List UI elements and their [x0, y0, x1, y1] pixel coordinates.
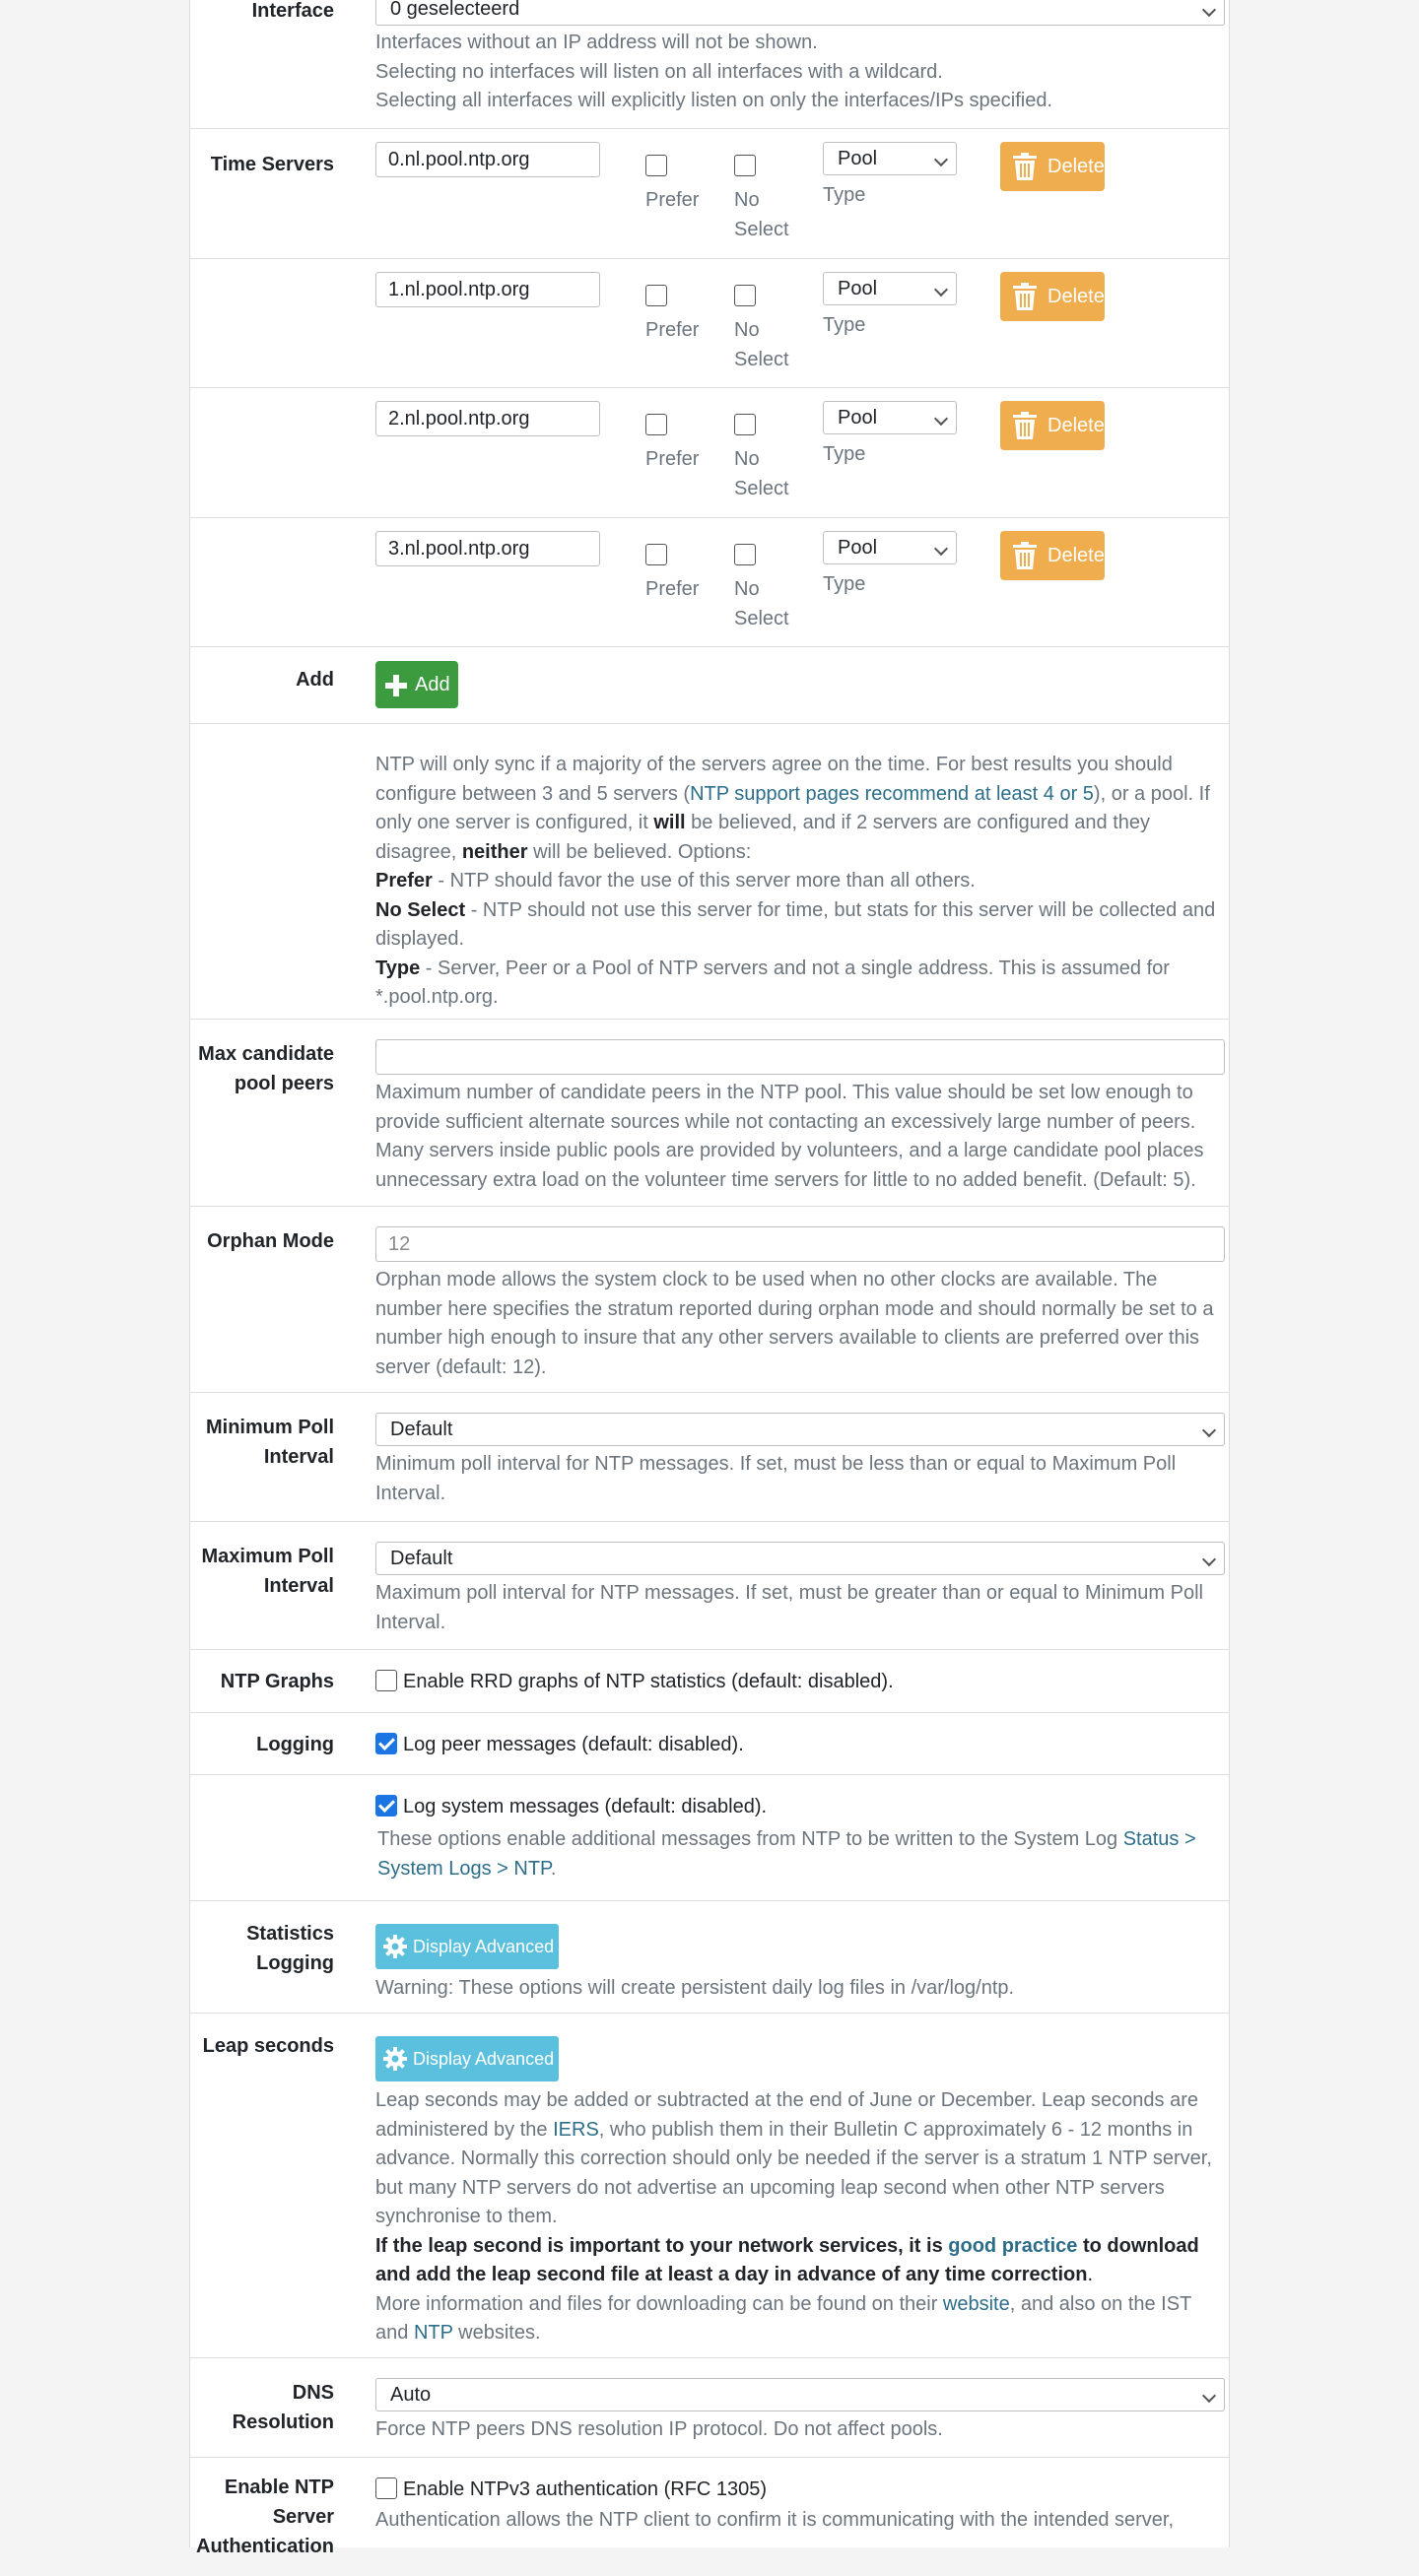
type-label: Type	[823, 573, 866, 595]
min-poll-select[interactable]: Default	[375, 1413, 1225, 1446]
trash-icon	[1010, 282, 1040, 311]
delete-server-button[interactable]: Delete	[1000, 272, 1105, 321]
prefer-label: Prefer	[645, 189, 700, 211]
logging-label: Logging	[256, 1734, 334, 1755]
auth-label: Enable NTP Server Authentication	[196, 2477, 334, 2557]
server-host-input[interactable]: 3.nl.pool.ntp.org	[375, 531, 600, 566]
chevron-down-icon	[1202, 2389, 1216, 2403]
ntp-servers-help: NTP will only sync if a majority of the servers agree on the time. For best results you should configure between 3 and 5 servers (NTP support pages recommend at least 4 or 5), or a pool. If only one server is configured, it will be believed, and if 2 servers are configured and they disagree, neither will be believed. Options: Prefer - NTP should favor the use of this server more than all others. No Select - NTP should not use this server for time, but stats for this server will be collected and displayed. Type - Server, Peer or a Pool of NTP servers and not a single address. This is assumed for *.pool.ntp.org.	[375, 754, 1216, 1008]
delete-server-button[interactable]: Delete	[1000, 531, 1105, 580]
noselect-label: No Select	[734, 319, 789, 370]
max-peers-help: Maximum number of candidate peers in the NTP pool. This value should be set low enough to provide sufficient alternate sources while not contacting an excessively large number of peers. Many servers inside public pools are provided by volunteers, and a large candidate pool places unnecessary extra load on the volunteer time servers for little to no added benefit. (Default: 5).	[375, 1082, 1204, 1191]
log-system-checkbox[interactable]	[375, 1795, 397, 1816]
trash-icon	[1010, 411, 1040, 440]
settings-panel	[189, 0, 1230, 2557]
dns-select[interactable]: Auto	[375, 2378, 1225, 2411]
prefer-label: Prefer	[645, 448, 700, 470]
stats-label: Statistics Logging	[246, 1923, 334, 1974]
max-peers-label: Max candidate pool peers	[198, 1043, 334, 1094]
max-poll-help: Maximum poll interval for NTP messages. If set, must be greater than or equal to Minimum Poll Interval.	[375, 1582, 1203, 1633]
chevron-down-icon	[934, 412, 948, 426]
type-label: Type	[823, 443, 866, 465]
delete-server-button[interactable]: Delete	[1000, 401, 1105, 450]
time-server-row	[190, 259, 1229, 388]
ntp-help-row	[190, 724, 1229, 1020]
stats-help: Warning: These options will create persistent daily log files in /var/log/ntp.	[375, 1977, 1015, 1999]
time-server-row	[190, 388, 1229, 518]
dns-label: DNS Resolution	[232, 2382, 334, 2433]
graphs-checkbox[interactable]	[375, 1670, 397, 1691]
leap-label: Leap seconds	[202, 2035, 334, 2057]
trash-icon	[1010, 152, 1040, 181]
noselect-label: No Select	[734, 448, 789, 499]
leap-display-advanced-button[interactable]: Display Advanced	[375, 2036, 559, 2081]
prefer-checkbox[interactable]	[645, 285, 667, 306]
log-system-text: Log system messages (default: disabled).	[403, 1796, 768, 1817]
orphan-input[interactable]: 12	[375, 1226, 1225, 1262]
ntp-link[interactable]: NTP	[413, 2322, 453, 2344]
max-peers-input[interactable]	[375, 1039, 1225, 1075]
noselect-checkbox[interactable]	[734, 414, 756, 435]
chevron-down-icon	[934, 542, 948, 556]
noselect-checkbox[interactable]	[734, 544, 756, 565]
min-poll-help: Minimum poll interval for NTP messages. If set, must be less than or equal to Maximum Poll Interval.	[375, 1453, 1177, 1504]
chevron-down-icon	[934, 153, 948, 166]
orphan-row	[190, 1207, 1229, 1393]
orphan-label: Orphan Mode	[207, 1230, 334, 1252]
interface-select[interactable]: 0 geselecteerd	[375, 0, 1225, 26]
dns-help: Force NTP peers DNS resolution IP protocol. Do not affect pools.	[375, 2418, 943, 2440]
add-row	[190, 647, 1229, 724]
plus-icon	[383, 673, 409, 698]
auth-row	[190, 2458, 1229, 2576]
min-poll-label: Minimum Poll Interval	[206, 1417, 334, 1468]
max-poll-label: Maximum Poll Interval	[201, 1546, 334, 1597]
logging-help: These options enable additional messages from NTP to be written to the System Log Status > System Logs > NTP.	[377, 1828, 1196, 1880]
auth-checkbox[interactable]	[375, 2477, 397, 2499]
graphs-text: Enable RRD graphs of NTP statistics (default: disabled).	[403, 1671, 894, 1692]
log-peer-text: Log peer messages (default: disabled).	[403, 1734, 744, 1755]
graphs-row	[190, 1650, 1229, 1713]
gear-icon	[383, 2047, 407, 2071]
max-poll-select[interactable]: Default	[375, 1542, 1225, 1575]
dns-row	[190, 2358, 1229, 2458]
prefer-label: Prefer	[645, 319, 700, 341]
noselect-checkbox[interactable]	[734, 155, 756, 176]
ntp-support-link[interactable]: NTP support pages recommend at least 4 or 5	[690, 782, 1094, 805]
gear-icon	[383, 1935, 407, 1958]
time-servers-label: Time Servers	[210, 154, 334, 175]
server-type-select[interactable]: Pool	[823, 531, 957, 564]
type-label: Type	[823, 184, 866, 206]
min-poll-row	[190, 1393, 1229, 1522]
server-host-input[interactable]: 2.nl.pool.ntp.org	[375, 401, 600, 436]
server-host-input[interactable]: 0.nl.pool.ntp.org	[375, 142, 600, 177]
noselect-label: No Select	[734, 578, 789, 629]
noselect-label: No Select	[734, 189, 789, 240]
type-label: Type	[823, 314, 866, 336]
prefer-checkbox[interactable]	[645, 544, 667, 565]
prefer-checkbox[interactable]	[645, 414, 667, 435]
chevron-down-icon	[1202, 1423, 1216, 1437]
stats-display-advanced-button[interactable]: Display Advanced	[375, 1924, 559, 1969]
max-peers-row	[190, 1020, 1229, 1207]
chevron-down-icon	[934, 283, 948, 297]
interface-label: Interface	[251, 0, 334, 22]
server-type-select[interactable]: Pool	[823, 272, 957, 305]
logging-row	[190, 1713, 1229, 1775]
leap-row	[190, 2014, 1229, 2358]
chevron-down-icon	[1202, 1552, 1216, 1566]
add-label: Add	[296, 669, 334, 691]
auth-text: Enable NTPv3 authentication (RFC 1305)	[403, 2478, 768, 2500]
auth-help: Authentication allows the NTP client to confirm it is communicating with the intended server,	[375, 2509, 1175, 2531]
noselect-checkbox[interactable]	[734, 285, 756, 306]
trash-icon	[1010, 541, 1040, 570]
prefer-label: Prefer	[645, 578, 700, 600]
leap-help: Leap seconds may be added or subtracted at the end of June or December. Leap seconds are administered by the IERS, who publish them in their Bulletin C approximately 6 - 12 months in advance. Normally this correction should only be needed if the server is a stratum 1 NTP server, but many NTP servers do not advertise an upcoming leap second when other NTP servers synchronise to them. If the leap second is important to your network services, it is good practice to download and add the leap second file at least a day in advance of any time correction. More information and files for downloading can be found on their website, and also on the IST and NTP websites.	[375, 2089, 1212, 2344]
interface-help: Interfaces without an IP address will not be shown. Selecting no interfaces will listen on all interfaces with a wildcard. Selecting all interfaces will explicitly listen on only the interfaces/IPs specified.	[375, 32, 1052, 111]
chevron-down-icon	[1202, 3, 1216, 17]
max-poll-row	[190, 1522, 1229, 1650]
interface-row	[190, 0, 1229, 129]
logging-system-row	[190, 1775, 1229, 1901]
iers-link[interactable]: IERS	[553, 2118, 599, 2141]
add-server-button[interactable]: Add	[375, 661, 458, 708]
server-type-select[interactable]: Pool	[823, 142, 957, 175]
good-practice-link[interactable]: good practice	[948, 2234, 1078, 2257]
prefer-checkbox[interactable]	[645, 155, 667, 176]
log-peer-checkbox[interactable]	[375, 1733, 397, 1754]
server-type-select[interactable]: Pool	[823, 401, 957, 434]
graphs-label: NTP Graphs	[220, 1671, 334, 1692]
server-host-input[interactable]: 1.nl.pool.ntp.org	[375, 272, 600, 307]
time-server-row	[190, 518, 1229, 647]
orphan-help: Orphan mode allows the system clock to be used when no other clocks are available. The number here specifies the stratum reported during orphan mode and should normally be set to a number high enough to insure that any other servers available to clients are preferred over this server (default: 12).	[375, 1269, 1214, 1378]
system-logs-link[interactable]: Status > System Logs > NTP	[377, 1828, 1196, 1880]
delete-server-button[interactable]: Delete	[1000, 142, 1105, 191]
website-link[interactable]: website	[942, 2292, 1010, 2315]
stats-row	[190, 1901, 1229, 2014]
time-server-row	[190, 129, 1229, 259]
